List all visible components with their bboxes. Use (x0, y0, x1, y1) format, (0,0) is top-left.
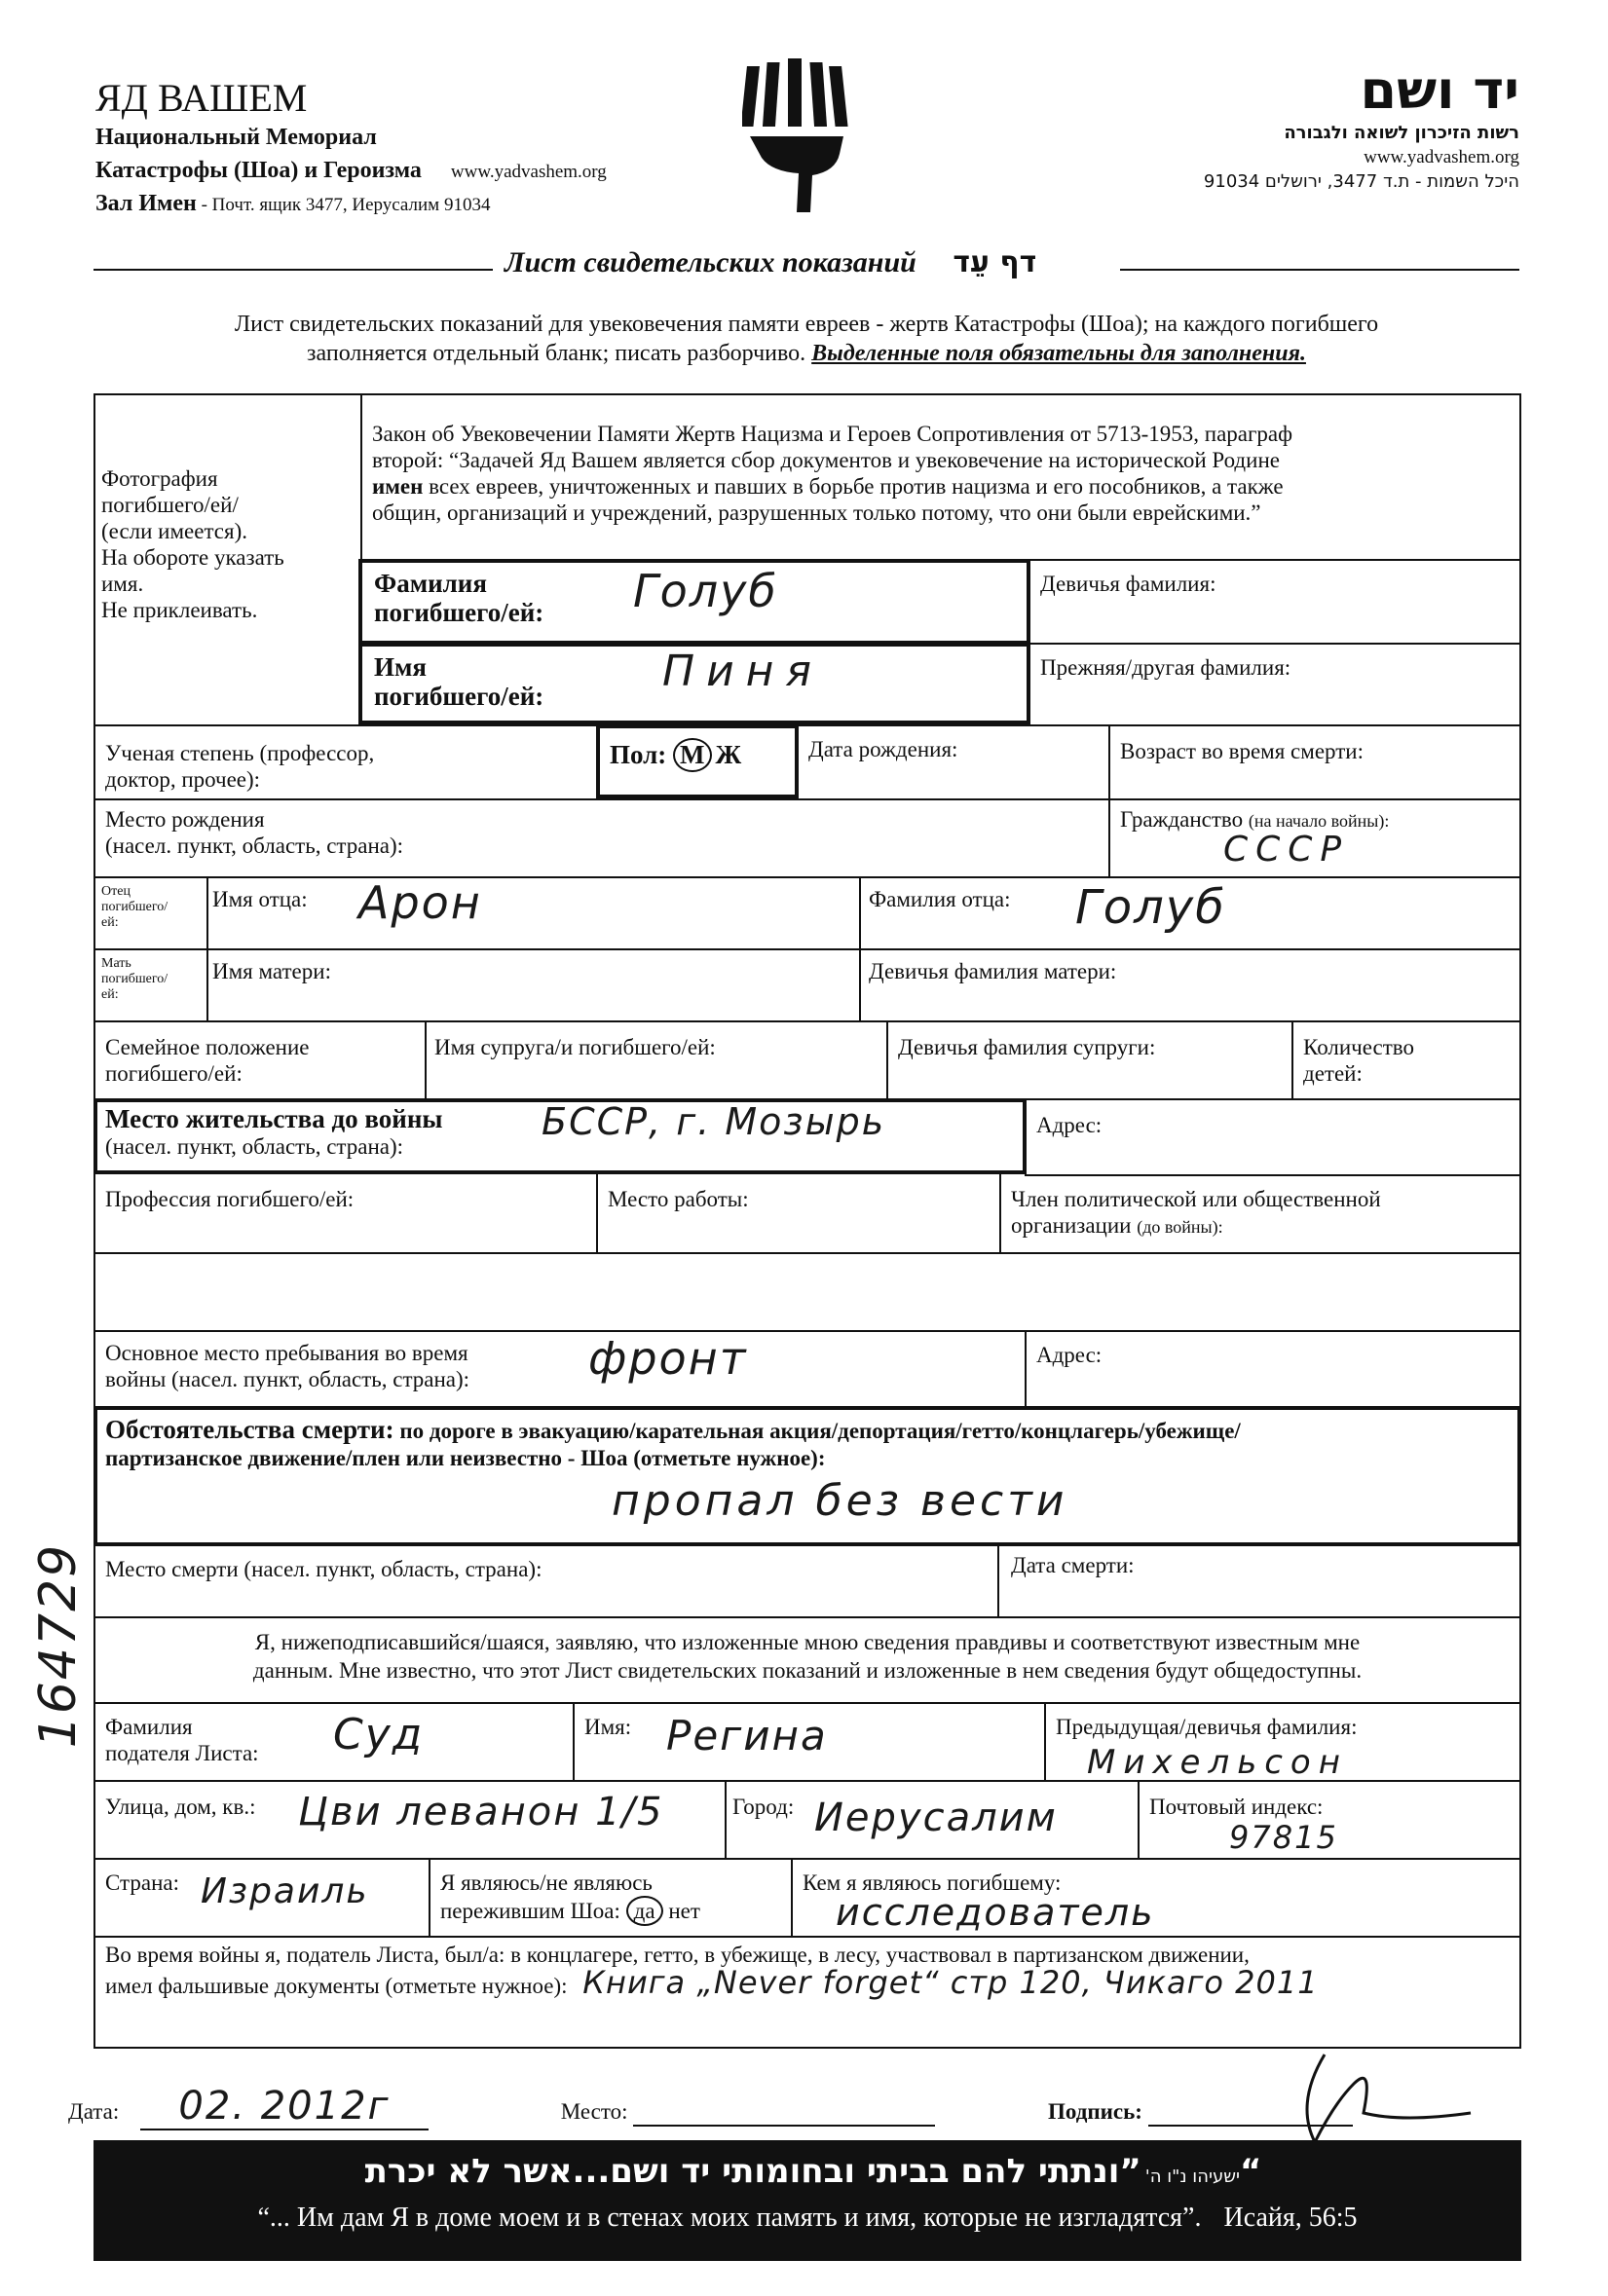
circumstances-label (105, 1416, 1508, 1472)
banner-he: ”ונתתי להם בביתי ובחומותי יד ושם...אשר לא יכרת“ (364, 2152, 1262, 2191)
photo-l1: Фотография (101, 466, 218, 491)
header-heb-title: יד ושם (1360, 59, 1519, 121)
intro-line2: заполняется отдельный бланк; писать разборчиво. (307, 341, 812, 366)
submitter-prev-label[interactable]: Предыдущая/девичья фамилия: (1056, 1715, 1358, 1739)
submitter-surname-value: Суд (333, 1710, 425, 1759)
rule-row-profession (1025, 1174, 1521, 1176)
father-side3: ей: (101, 915, 119, 930)
birthplace-label1: Место рождения (105, 807, 265, 832)
div-spouse (886, 1020, 888, 1100)
form-title-ru: Лист свидетельских показаний (505, 246, 916, 278)
spouse-name-label[interactable]: Имя супруга/и погибшего/ей: (434, 1035, 716, 1059)
name-label1: Имя (374, 652, 427, 682)
wartime-value: фронт (588, 1332, 748, 1385)
law-l3-bold: имен (372, 474, 424, 499)
div-zip (1138, 1780, 1140, 1858)
profession-label[interactable]: Профессия погибшего/ей: (105, 1187, 355, 1211)
rule-row-degree (93, 724, 1521, 726)
footer-banner (93, 2140, 1521, 2261)
rule-row-father (93, 876, 1521, 878)
photo-l3: (если имеется). (101, 519, 247, 543)
residence-label (105, 1104, 442, 1160)
street-label[interactable]: Улица, дом, кв.: (105, 1795, 256, 1819)
sex-option-m[interactable]: М (673, 738, 711, 772)
div-death (997, 1546, 999, 1618)
law-text (372, 421, 1512, 526)
photo-l4: На обороте указать (101, 545, 284, 570)
residence-label1: Место жительства до войны (105, 1104, 443, 1133)
children-label[interactable] (1303, 1034, 1414, 1087)
law-l4: общин, организаций и учреждений, разрушенных только потому, что они были еврейскими.” (372, 500, 1261, 525)
header-website: www.yadvashem.org (450, 162, 607, 182)
div-children (1291, 1020, 1293, 1100)
member-note: (до войны): (1137, 1217, 1223, 1237)
father-name-value: Арон (358, 876, 482, 929)
street-value: Цви леванон 1/5 (298, 1790, 664, 1834)
city-value: Иерусалим (814, 1796, 1058, 1840)
law-l1: Закон об Увековечении Памяти Жертв Нацизма и Героев Сопротивления от 5713-1953, параграф (372, 422, 1293, 446)
name-value: Пиня (662, 647, 823, 696)
rule-submitter-row4 (93, 1936, 1521, 1938)
death-place-label[interactable]: Место смерти (насел. пункт, область, страна): (105, 1557, 542, 1581)
citizenship-label-text: Гражданство (1120, 807, 1244, 832)
header-left-title: ЯД ВАШЕМ (95, 76, 308, 120)
residence-value: БССР, г. Мозырь (542, 1100, 886, 1143)
member-label[interactable] (1011, 1186, 1381, 1241)
survivor-label[interactable] (440, 1870, 700, 1926)
banner-src: Исайя, 56:5 (1223, 2203, 1358, 2233)
mother-side-label (101, 956, 168, 1003)
spouse-maiden-label[interactable]: Девичья фамилия супруги: (898, 1035, 1156, 1059)
place-label: Место: (560, 2099, 628, 2124)
margin-number: 164729 (29, 1542, 88, 1749)
div-wartime (1025, 1330, 1027, 1406)
div-profession (596, 1174, 598, 1252)
citizenship-note: (на начало войны): (1248, 811, 1390, 831)
div-city (725, 1780, 727, 1858)
law-l2: второй: “Задачей Яд Вашем является сбор документов и увековечение на исторической Родине (372, 448, 1280, 472)
circ-label-rest1: по дороге в эвакуацию/карательная акция/депортация/гетто/концлагерь/убежище/ (393, 1419, 1241, 1443)
birthdate-label[interactable]: Дата рождения: (808, 737, 958, 761)
name-label (374, 652, 543, 711)
form-title (505, 245, 1128, 279)
survivor-label2: пережившим Шоа: (440, 1899, 620, 1923)
mother-name-label[interactable]: Имя матери: (212, 959, 331, 983)
residence-label2: (насел. пункт, область, страна): (105, 1134, 404, 1159)
rule-row-birthplace (93, 798, 1521, 800)
marital-label1: Семейное положение (105, 1035, 310, 1059)
maiden-label[interactable]: Девичья фамилия: (1040, 572, 1216, 596)
div-survivor (429, 1858, 430, 1936)
father-surname-label[interactable]: Фамилия отца: (869, 887, 1011, 911)
rule-death-bottom (93, 1616, 1521, 1618)
father-side1: Отец (101, 884, 131, 899)
surname-label1: Фамилия (374, 569, 487, 598)
rule-row-mother (93, 948, 1521, 950)
relation-value: исследователь (836, 1891, 1155, 1934)
war-experience[interactable] (105, 1942, 1517, 2000)
circ-label-rest2: партизанское движение/плен или неизвестно - Шоа (отметьте нужное): (105, 1446, 826, 1470)
div-relation (791, 1858, 793, 1936)
member-label2: организации (1011, 1213, 1132, 1238)
mother-maiden-label[interactable]: Девичья фамилия матери: (869, 959, 1117, 983)
surname-value: Голуб (633, 565, 778, 617)
circumstances-value: пропал без вести (612, 1476, 1068, 1526)
title-rule-left (93, 269, 493, 271)
age-label[interactable]: Возраст во время смерти: (1120, 739, 1364, 763)
law-l3: всех евреев, уничтоженных и павших в борьбе против нацизма и его пособников, а также (423, 474, 1284, 499)
children-label2: детей: (1303, 1061, 1363, 1086)
intro-emphasis: Выделенные поля обязательны для заполнения. (811, 341, 1306, 366)
div-age (1108, 724, 1110, 876)
photo-l2: погибшего/ей/ (101, 493, 239, 517)
country-value: Израиль (201, 1871, 369, 1911)
death-date-label[interactable]: Дата смерти: (1011, 1553, 1135, 1577)
mother-side1: Мать (101, 956, 131, 971)
div-workplace (999, 1174, 1001, 1252)
submitter-name-label[interactable]: Имя: (584, 1715, 632, 1739)
survivor-label1: Я являюсь/не являюсь (440, 1870, 653, 1895)
rule-law-bottom (1028, 559, 1521, 561)
children-label1: Количество (1303, 1035, 1414, 1059)
declaration-l1: Я, нижеподписавшийся/шаяся, заявляю, что изложенные мною сведения правдивы и соответствуют известным мне (254, 1630, 1361, 1654)
mother-side3: ей: (101, 987, 119, 1002)
signature-label: Подпись: (1048, 2099, 1142, 2124)
sex-option-f[interactable]: Ж (715, 740, 742, 769)
form-title-he: דף עֵד (953, 245, 1037, 279)
father-side-label (101, 884, 168, 931)
sex-label (610, 738, 741, 772)
survivor-no-option[interactable]: нет (668, 1899, 700, 1923)
member-label1: Член политической или общественной (1011, 1187, 1381, 1211)
other-surname-label[interactable]: Прежняя/другая фамилия: (1040, 655, 1291, 680)
degree-label2: доктор, прочее): (105, 767, 261, 792)
workplace-label[interactable]: Место работы: (608, 1187, 749, 1211)
submitter-prev-value: Михельсон (1087, 1743, 1348, 1782)
war-value: Книга „Never forget“ стр 120, Чикаго 2011 (582, 1964, 1319, 2001)
rule-submitter-row2 (93, 1780, 1521, 1782)
intro (93, 310, 1519, 368)
date-field[interactable] (140, 2084, 429, 2130)
signature-mark-icon (1286, 2045, 1480, 2152)
intro-line1: Лист свидетельских показаний для увековечения памяти евреев - жертв Катастрофы (Шоа); на каждого погибшего (234, 312, 1379, 337)
zip-label[interactable]: Почтовый индекс: (1149, 1795, 1324, 1819)
father-name-label[interactable]: Имя отца: (212, 887, 308, 911)
header-left (95, 76, 729, 220)
div-sub-name (573, 1702, 575, 1780)
title-rule-right (1120, 269, 1519, 271)
zip-value: 97815 (1229, 1819, 1338, 1856)
degree-label1: Ученая степень (профессор, (105, 741, 375, 765)
surname-label (374, 569, 543, 627)
header-heb-line1: רשות הזיכרון לשואה ולגבורה (1284, 123, 1519, 143)
declaration-l2: данным. Мне известно, что этот Лист свидетельских показаний и изложенные в нем сведения будут общедоступны. (252, 1658, 1363, 1683)
relation-label[interactable]: Кем я являюсь погибшему: (803, 1870, 1062, 1895)
declaration (93, 1628, 1521, 1685)
yad-vashem-logo-icon (742, 56, 859, 220)
header-heb-line3: היכל השמות - ת.ד 3477, ירושלים 91034 (1203, 171, 1519, 192)
citizenship-value: СССР (1223, 830, 1350, 870)
div-sub-prev (1044, 1702, 1046, 1780)
rule-row-marital (93, 1020, 1521, 1022)
banner-he-src: ישעיהו נ"ו ה' (1144, 2166, 1241, 2187)
submitter-name-value: Регина (666, 1712, 828, 1759)
survivor-yes-option[interactable]: да (626, 1896, 663, 1926)
header-right (1130, 60, 1519, 195)
photo-l6: Не приклеивать. (101, 598, 258, 622)
rule-residence-top (1025, 1098, 1521, 1100)
war-l1: Во время войны я, податель Листа, был/а: в концлагере, гетто, в убежище, в лесу, участвовал в партизанском движении, (105, 1943, 1250, 1967)
header-left-line3: - Почт. ящик 3477, Иерусалим 91034 (196, 195, 491, 215)
name-label2: погибшего/ей: (374, 682, 544, 711)
rule-row-wartime (93, 1330, 1521, 1332)
surname-label2: погибшего/ей: (374, 598, 544, 627)
rule-maiden-bottom (1028, 643, 1521, 645)
marital-label[interactable] (105, 1034, 309, 1087)
photo-l5: имя. (101, 572, 144, 596)
circ-label-bold: Обстоятельства смерти: (105, 1415, 394, 1444)
marital-label2: погибшего/ей: (105, 1061, 243, 1086)
header-left-line2: Катастрофы (Шоа) и Героизма (95, 158, 422, 183)
country-label[interactable]: Страна: (105, 1870, 179, 1895)
div-marital (425, 1020, 427, 1100)
rule-submitter-top (93, 1702, 1521, 1704)
place-field[interactable] (633, 2099, 935, 2127)
wartime-label2: войны (насел. пункт, область, страна): (105, 1367, 470, 1391)
banner-ru: “... Им дам Я в доме моем и в стенах моих память и имя, которые не изгладятся”. (257, 2203, 1202, 2233)
submitter-surname-label1: Фамилия (105, 1715, 193, 1739)
header-heb-website: www.yadvashem.org (1364, 147, 1519, 167)
submitter-surname-label[interactable] (105, 1714, 259, 1766)
war-l2: имел фальшивые документы (отметьте нужное): (105, 1974, 568, 1998)
birthplace-label[interactable] (105, 806, 403, 859)
rule-profession-bottom (93, 1252, 1521, 1254)
city-label[interactable]: Город: (732, 1795, 795, 1819)
mother-side2: погибшего/ (101, 972, 168, 986)
birthplace-label2: (насел. пункт, область, страна): (105, 833, 404, 858)
rule-submitter-row3 (93, 1858, 1521, 1860)
date-label: Дата: (68, 2099, 120, 2124)
wartime-label1: Основное место пребывания во время (105, 1341, 468, 1365)
header-left-line1: Национальный Мемориал (95, 125, 377, 150)
wartime-label[interactable] (105, 1340, 469, 1392)
photo-box (101, 465, 355, 623)
father-surname-value: Голуб (1075, 880, 1226, 935)
father-side2: погибшего/ (101, 900, 168, 914)
wartime-address-label[interactable]: Адрес: (1036, 1343, 1103, 1367)
date-value: 02. 2012г (178, 2084, 391, 2129)
address-label[interactable]: Адрес: (1036, 1113, 1103, 1137)
header-left-line3-bold: Зал Имен (95, 191, 197, 216)
degree-label[interactable] (105, 740, 374, 793)
submitter-surname-label2: подателя Листа: (105, 1741, 259, 1765)
sex-label-text: Пол: (610, 740, 667, 769)
